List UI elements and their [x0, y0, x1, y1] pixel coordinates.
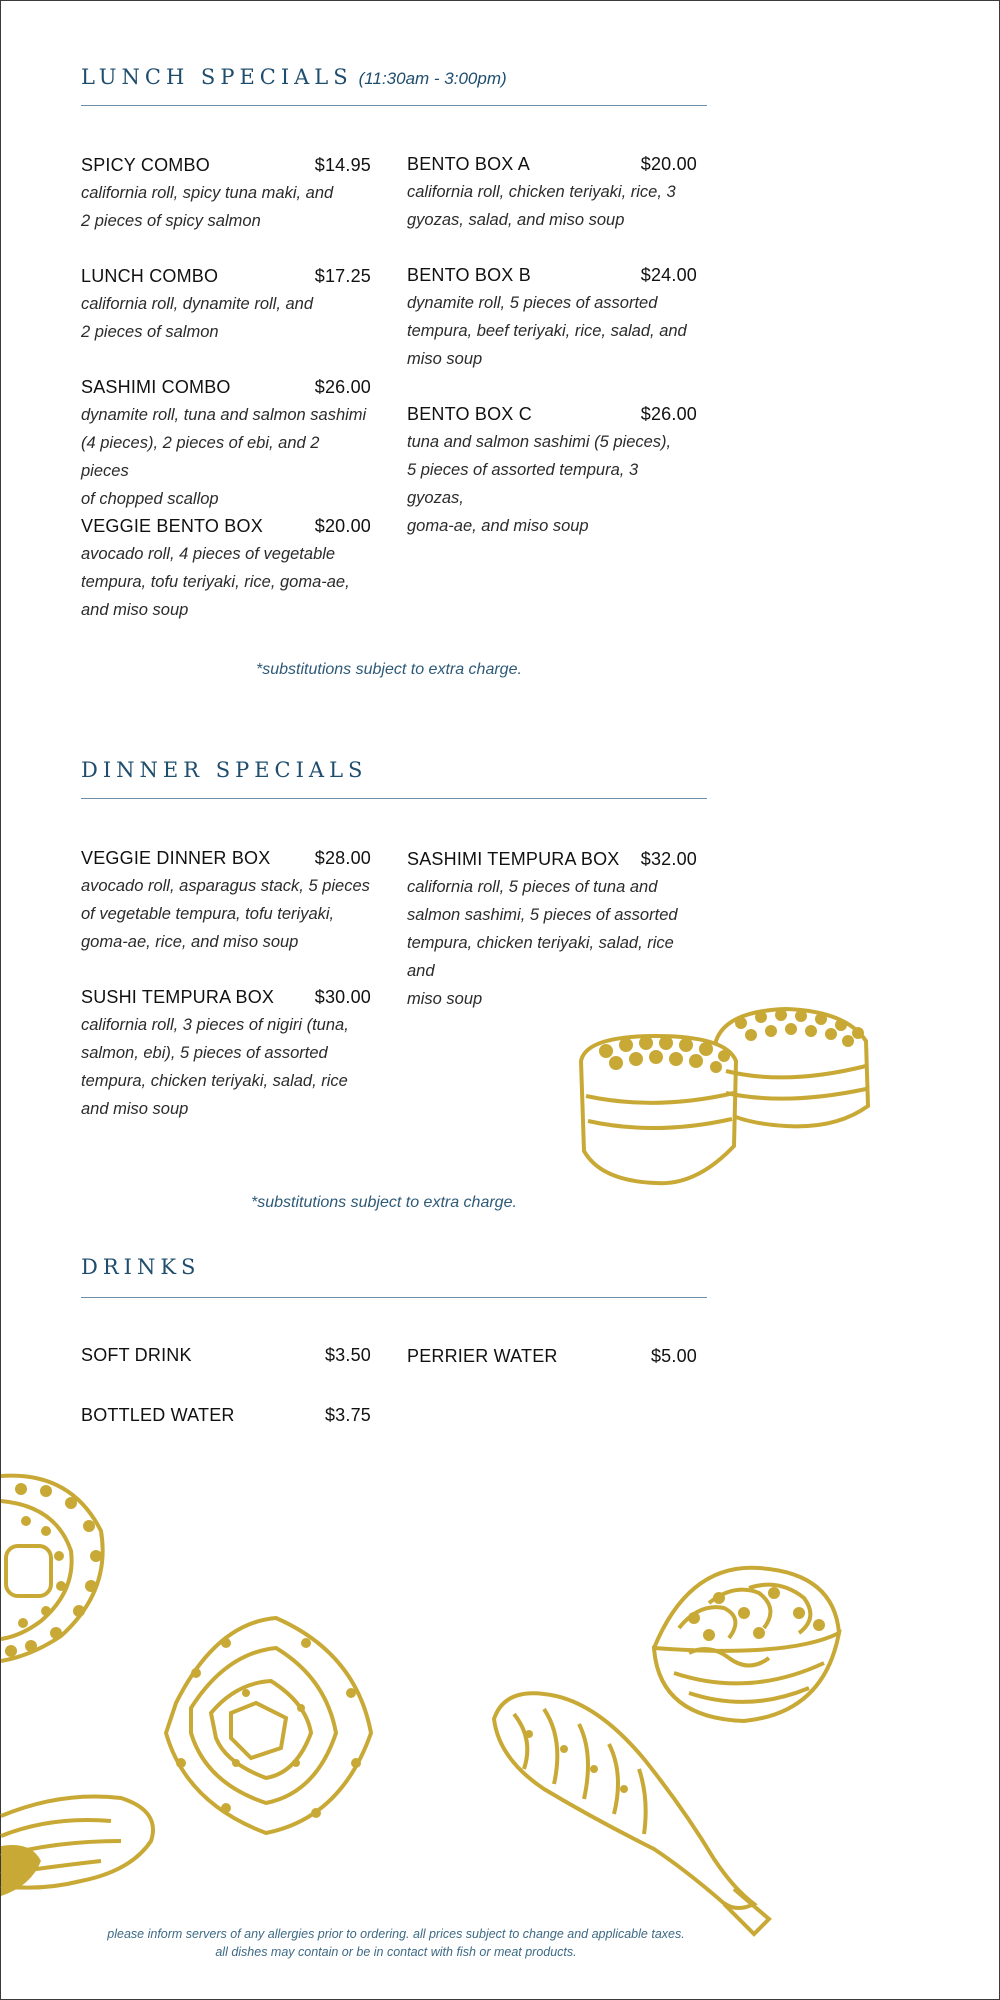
item-name: SASHIMI TEMPURA BOX [407, 849, 620, 869]
menu-item [81, 848, 371, 956]
item-price: $17.25 [314, 266, 371, 286]
item-name: BOTTLED WATER [81, 1405, 235, 1425]
item-price: $28.00 [314, 848, 371, 868]
dinner-substitution-note: *substitutions subject to extra charge. [251, 1194, 517, 1211]
lunch-hours: (11:30am - 3:00pm) [358, 69, 507, 88]
allergy-disclaimer [1, 1925, 791, 1961]
item-name: LUNCH COMBO [81, 266, 219, 286]
item-price: $3.75 [324, 1405, 371, 1425]
maki-roll-icon [156, 1613, 381, 1838]
item-description: avocado roll, asparagus stack, 5 pieces of vegetable tempura, tofu teriyaki, goma-ae, rice, and miso soup [81, 877, 370, 951]
item-description: avocado roll, 4 pieces of vegetable tempura, tofu teriyaki, rice, goma-ae, and miso soup [81, 545, 350, 619]
lunch-divider [81, 105, 707, 106]
menu-item [81, 377, 371, 513]
disclaimer-line-1: please inform servers of any allergies prior to ordering. all prices subject to change and applicable taxes. [107, 1927, 685, 1941]
lunch-heading [81, 65, 707, 89]
item-price: $24.00 [640, 265, 697, 285]
drinks-heading: DRINKS [81, 1255, 201, 1279]
menu-item [407, 265, 697, 373]
fish-slice-icon [1, 1786, 166, 1906]
menu-item [407, 154, 697, 234]
drinks-divider [81, 1297, 707, 1298]
item-name: SOFT DRINK [81, 1345, 192, 1365]
item-description: california roll, 5 pieces of tuna and salmon sashimi, 5 pieces of assorted tempura, chicken teriyaki, salad, rice and miso soup [407, 878, 678, 1008]
dinner-heading: DINNER SPECIALS [81, 758, 368, 782]
item-price: $20.00 [314, 516, 371, 536]
item-name: BENTO BOX B [407, 265, 531, 285]
menu-item [81, 155, 371, 235]
item-description: dynamite roll, 5 pieces of assorted tempura, beef teriyaki, rice, salad, and miso soup [407, 294, 687, 368]
item-description: california roll, dynamite roll, and 2 pieces of salmon [81, 295, 314, 341]
menu-item [81, 1405, 371, 1426]
lunch-section [81, 65, 707, 619]
noodle-bowl-icon [649, 1563, 844, 1723]
item-name: SASHIMI COMBO [81, 377, 231, 397]
lunch-title: LUNCH SPECIALS [81, 65, 353, 89]
lunch-substitution-note: *substitutions subject to extra charge. [256, 661, 522, 678]
disclaimer-line-2: all dishes may contain or be in contact with fish or meat products. [215, 1945, 577, 1959]
item-name: SUSHI TEMPURA BOX [81, 987, 275, 1007]
item-price: $32.00 [640, 849, 697, 869]
menu-item [81, 1345, 371, 1366]
item-description: california roll, chicken teriyaki, rice, 3 gyozas, salad, and miso soup [407, 183, 676, 229]
item-price: $20.00 [640, 154, 697, 174]
item-name: BENTO BOX C [407, 404, 532, 424]
item-name: SPICY COMBO [81, 155, 210, 175]
item-name: VEGGIE BENTO BOX [81, 516, 263, 536]
drinks-section [81, 1255, 707, 1425]
menu-item [407, 404, 697, 540]
item-description: california roll, spicy tuna maki, and 2 pieces of spicy salmon [81, 184, 334, 230]
sushi-roll-icon [1, 1471, 111, 1671]
item-price: $26.00 [640, 404, 697, 424]
item-name: BENTO BOX A [407, 154, 530, 174]
item-price: $26.00 [314, 377, 371, 397]
dinner-divider [81, 798, 707, 799]
dinner-section [81, 758, 707, 1118]
menu-item [81, 987, 371, 1123]
item-name: PERRIER WATER [407, 1346, 558, 1366]
shrimp-icon [484, 1689, 774, 1939]
menu-item [81, 516, 371, 624]
item-description: california roll, 3 pieces of nigiri (tuna, salmon, ebi), 5 pieces of assorted tempura, chicken teriyaki, salad, rice and miso soup [81, 1016, 349, 1118]
roe-gunkan-icon [576, 1001, 876, 1191]
item-description: dynamite roll, tuna and salmon sashimi (4 pieces), 2 pieces of ebi, and 2 pieces of chopped scallop [81, 406, 367, 508]
menu-item [407, 849, 697, 1013]
item-price: $14.95 [314, 155, 371, 175]
item-description: tuna and salmon sashimi (5 pieces), 5 pieces of assorted tempura, 3 gyozas, goma-ae, and miso soup [407, 433, 672, 535]
item-price: $5.00 [650, 1346, 697, 1366]
menu-item [81, 266, 371, 346]
item-price: $30.00 [314, 987, 371, 1007]
item-price: $3.50 [324, 1345, 371, 1365]
item-name: VEGGIE DINNER BOX [81, 848, 271, 868]
menu-item [407, 1346, 697, 1367]
